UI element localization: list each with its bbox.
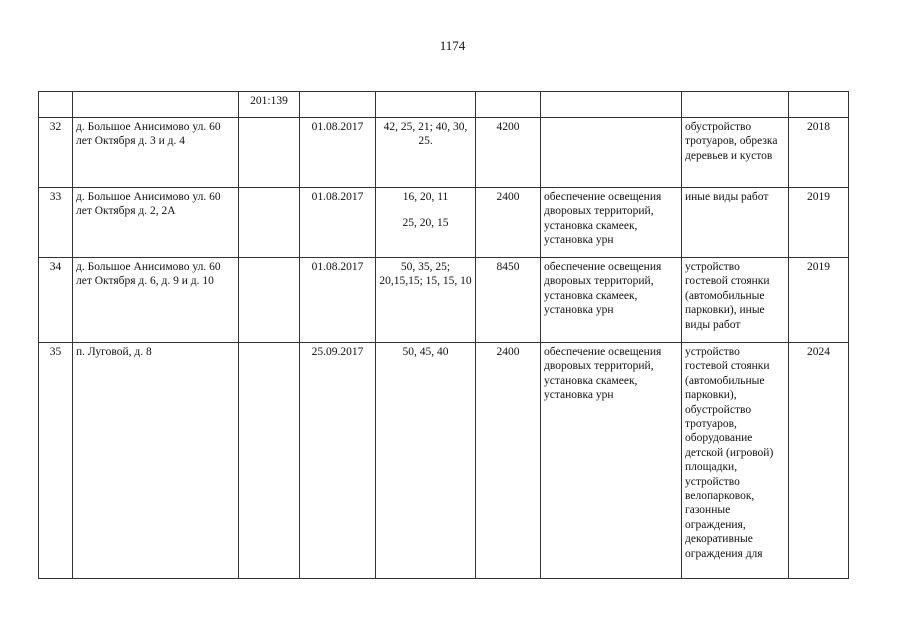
table-row bbox=[39, 258, 849, 343]
cell-area bbox=[376, 188, 476, 258]
cell-date: 25.09.2017 bbox=[300, 343, 376, 579]
cell-cadastral bbox=[239, 188, 300, 258]
cell-number: 32 bbox=[39, 118, 73, 188]
cell-date: 01.08.2017 bbox=[300, 118, 376, 188]
cell-year: 2019 bbox=[789, 188, 849, 258]
cell-add-works: устройство гостевой стоянки (автомобильные парковки), иные виды работ bbox=[682, 258, 789, 343]
cell-area bbox=[376, 343, 476, 579]
cell-number: 34 bbox=[39, 258, 73, 343]
cell-add-works: устройство гостевой стоянки (автомобильные парковки), обустройство тротуаров, оборудование детской (игровой) площадки, устройство велопарковок, газонные ограждения, декоративные ограждения для bbox=[682, 343, 789, 579]
cell-area bbox=[376, 118, 476, 188]
cell-min-works: обеспечение освещения дворовых территорий, установка скамеек, установка урн bbox=[541, 188, 682, 258]
cell-cadastral bbox=[239, 258, 300, 343]
cell-number: 35 bbox=[39, 343, 73, 579]
cell-year: 2018 bbox=[789, 118, 849, 188]
cell-number: 33 bbox=[39, 188, 73, 258]
cell-cadastral: 201:139 bbox=[239, 92, 300, 118]
cell-date: 01.08.2017 bbox=[300, 258, 376, 343]
table-row bbox=[39, 118, 849, 188]
cell-address: д. Большое Анисимово ул. 60 лет Октября д. 6, д. 9 и д. 10 bbox=[73, 258, 239, 343]
area-line: 42, 25, 21; 40, 30, 25. bbox=[383, 121, 468, 148]
cell-address: д. Большое Анисимово ул. 60 лет Октября д. 2, 2А bbox=[73, 188, 239, 258]
cell-area bbox=[376, 258, 476, 343]
cell-add-works: обустройство тротуаров, обрезка деревьев и кустов bbox=[682, 118, 789, 188]
cell-min-works: обеспечение освещения дворовых территорий, установка скамеек, установка урн bbox=[541, 343, 682, 579]
register-table bbox=[38, 91, 849, 579]
cell-year: 2024 bbox=[789, 343, 849, 579]
cell-cadastral bbox=[239, 118, 300, 188]
cell-sum: 2400 bbox=[476, 188, 541, 258]
cell-area bbox=[376, 92, 476, 118]
area-line: 50, 35, 25; 20,15,15; 15, 15, 10 bbox=[379, 261, 472, 288]
cell-date bbox=[300, 92, 376, 118]
page-number: 1174 bbox=[439, 38, 466, 53]
area-line: 25, 20, 15 bbox=[402, 217, 449, 230]
cell-min-works bbox=[541, 118, 682, 188]
cell-sum: 8450 bbox=[476, 258, 541, 343]
cell-min-works: обеспечение освещения дворовых территорий, установка скамеек, установка урн bbox=[541, 258, 682, 343]
cell-sum: 4200 bbox=[476, 118, 541, 188]
table-row bbox=[39, 343, 849, 579]
cell-number bbox=[39, 92, 73, 118]
table-row bbox=[39, 188, 849, 258]
area-line: 50, 45, 40 bbox=[402, 346, 449, 358]
area-line: 16, 20, 11 bbox=[402, 191, 449, 203]
cell-add-works: иные виды работ bbox=[682, 188, 789, 258]
cell-address: д. Большое Анисимово ул. 60 лет Октября д. 3 и д. 4 bbox=[73, 118, 239, 188]
cell-min-works bbox=[541, 92, 682, 118]
cell-sum: 2400 bbox=[476, 343, 541, 579]
cell-year bbox=[789, 92, 849, 118]
cell-cadastral bbox=[239, 343, 300, 579]
table-row bbox=[39, 92, 849, 118]
cell-date: 01.08.2017 bbox=[300, 188, 376, 258]
cell-add-works bbox=[682, 92, 789, 118]
cell-sum bbox=[476, 92, 541, 118]
cell-address bbox=[73, 92, 239, 118]
cell-address: п. Луговой, д. 8 bbox=[73, 343, 239, 579]
cell-year: 2019 bbox=[789, 258, 849, 343]
